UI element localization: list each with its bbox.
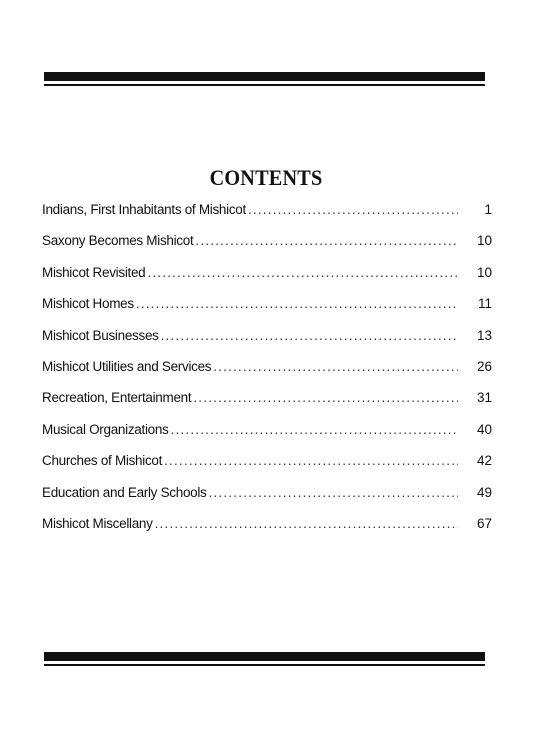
toc-entry-title: Mishicot Revisited xyxy=(42,264,146,280)
toc-entry[interactable] xyxy=(42,390,492,421)
bottom-divider xyxy=(44,652,485,666)
toc-entry-page-number: 42 xyxy=(476,453,492,469)
dot-leader xyxy=(193,390,458,405)
toc-entry-title: Mishicot Homes xyxy=(42,296,134,312)
toc-entry-title: Mishicot Utilities and Services xyxy=(42,358,212,374)
toc-entry-page-number: 11 xyxy=(477,296,492,312)
dot-leader xyxy=(136,296,458,311)
toc-entry[interactable] xyxy=(42,296,492,327)
toc-entry-title: Mishicot Businesses xyxy=(42,327,159,343)
toc-entry[interactable] xyxy=(42,422,492,453)
toc-entry[interactable] xyxy=(42,516,492,547)
toc-entry-page-number: 10 xyxy=(476,264,492,280)
bottom-divider-thick-bar xyxy=(44,652,485,661)
toc-entry-title: Mishicot Miscellany xyxy=(42,515,153,531)
dot-leader xyxy=(209,485,458,500)
toc-entry[interactable] xyxy=(42,453,492,484)
toc-entry[interactable] xyxy=(42,359,492,390)
toc-entry-title: Recreation, Entertainment xyxy=(42,390,192,406)
toc-entry-page-number: 1 xyxy=(484,202,492,217)
toc-entry-page-number: 10 xyxy=(476,233,492,249)
top-divider-thin-line xyxy=(44,84,485,86)
toc-entry[interactable] xyxy=(42,265,492,296)
dot-leader xyxy=(248,202,458,217)
table-of-contents xyxy=(42,202,492,547)
toc-entry-page-number: 40 xyxy=(476,421,492,437)
toc-entry-title: Indians, First Inhabitants of Mishicot xyxy=(42,202,246,217)
top-divider xyxy=(44,72,485,86)
dot-leader xyxy=(147,265,458,280)
toc-entry[interactable] xyxy=(42,233,492,264)
toc-entry-page-number: 67 xyxy=(476,515,492,531)
toc-entry[interactable] xyxy=(42,328,492,359)
toc-entry-page-number: 31 xyxy=(476,390,492,406)
dot-leader xyxy=(213,359,458,374)
bottom-divider-thin-line xyxy=(44,664,485,666)
toc-entry-title: Churches of Mishicot xyxy=(42,453,163,469)
toc-entry[interactable] xyxy=(42,202,492,233)
dot-leader xyxy=(195,233,458,248)
toc-entry-title: Musical Organizations xyxy=(42,421,169,437)
dot-leader xyxy=(164,453,458,468)
toc-entry-page-number: 49 xyxy=(476,484,492,500)
toc-entry-title: Saxony Becomes Mishicot xyxy=(42,233,194,249)
page-title: CONTENTS xyxy=(209,164,323,190)
toc-entry[interactable] xyxy=(42,485,492,516)
dot-leader xyxy=(171,422,458,437)
dot-leader xyxy=(155,516,458,531)
toc-entry-title: Education and Early Schools xyxy=(42,484,207,500)
dot-leader xyxy=(161,328,458,343)
toc-entry-page-number: 26 xyxy=(476,358,492,374)
toc-entry-page-number: 13 xyxy=(476,327,492,343)
top-divider-thick-bar xyxy=(44,72,485,81)
